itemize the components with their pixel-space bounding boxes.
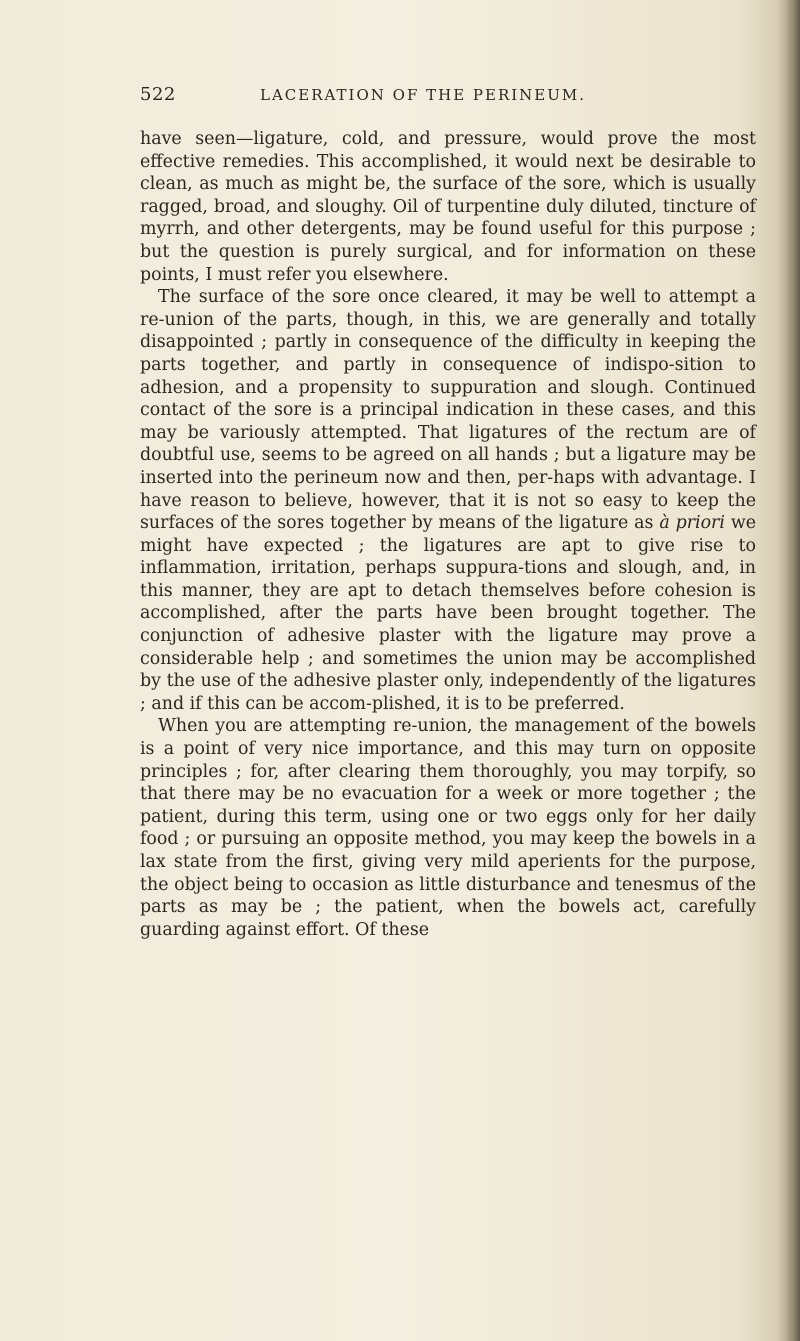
paragraph-2-part-2: we might have expected ; the ligatures are apt to give rise to inflammation, irritation, perhaps suppura-tions and slough, and, in this manner, they are apt to detach themselves before cohesion is accomplished, after the parts have been brought together. The conjunction of adhesive plaster with the ligature may prove a considerable help ; and sometimes the union may be accomplished by the use of the adhesive plaster only, independently of the ligatures ; and if this can be accom-plished, it is to be preferred.: [140, 513, 757, 714]
paragraph-2-part-1: The surface of the sore once cleared, it may be well to attempt a re-union of the parts, though, in this, we are generally and totally disappointed ; partly in consequence of the difficulty in keeping the parts together, and partly in consequence of indispo-sition to adhesion, and a propensity to suppuration and slough. Continued contact of the sore is a principal indication in these cases, and this may be variously attempted. That ligatures of the rectum are of doubtful use, seems to be agreed on all hands ; but a ligature may be inserted into the perineum now and then, per-haps with advantage. I have reason to believe, however, that it is not so easy to keep the surfaces of the sores together by means of the ligature as: [140, 287, 756, 534]
body-text: [140, 128, 756, 941]
italic-phrase: à priori: [659, 513, 725, 534]
paragraph-3: When you are attempting re-union, the management of the bowels is a point of very nice importance, and this may turn on opposite principles ; for, after clearing them thoroughly, you may torpify, so that there may be no evacuation for a week or more together ; the patient, during this term, using one or two eggs only for her daily food ; or pursuing an opposite method, you may keep the bowels in a lax state from the first, giving very mild aperients for the purpose, the object being to occasion as little disturbance and tenesmus of the parts as may be ; the patient, when the bowels act, carefully guarding against effort. Of these: [140, 716, 756, 940]
paragraph-1: have seen—ligature, cold, and pressure, would prove the most effective remedies. This accomplished, it would next be desirable to clean, as much as might be, the surface of the sore, which is usually ragged, broad, and sloughy. Oil of turpentine duly diluted, tincture of myrrh, and other detergents, may be found useful for this purpose ; but the question is purely surgical, and for information on these points, I must refer you elsewhere.: [140, 129, 756, 285]
running-head: [140, 84, 780, 110]
chapter-title: LACERATION OF THE PERINEUM.: [260, 86, 587, 104]
paragraph-2: [140, 286, 756, 715]
page-edge-shadow: [786, 0, 800, 1341]
page-number: 522: [140, 84, 176, 105]
